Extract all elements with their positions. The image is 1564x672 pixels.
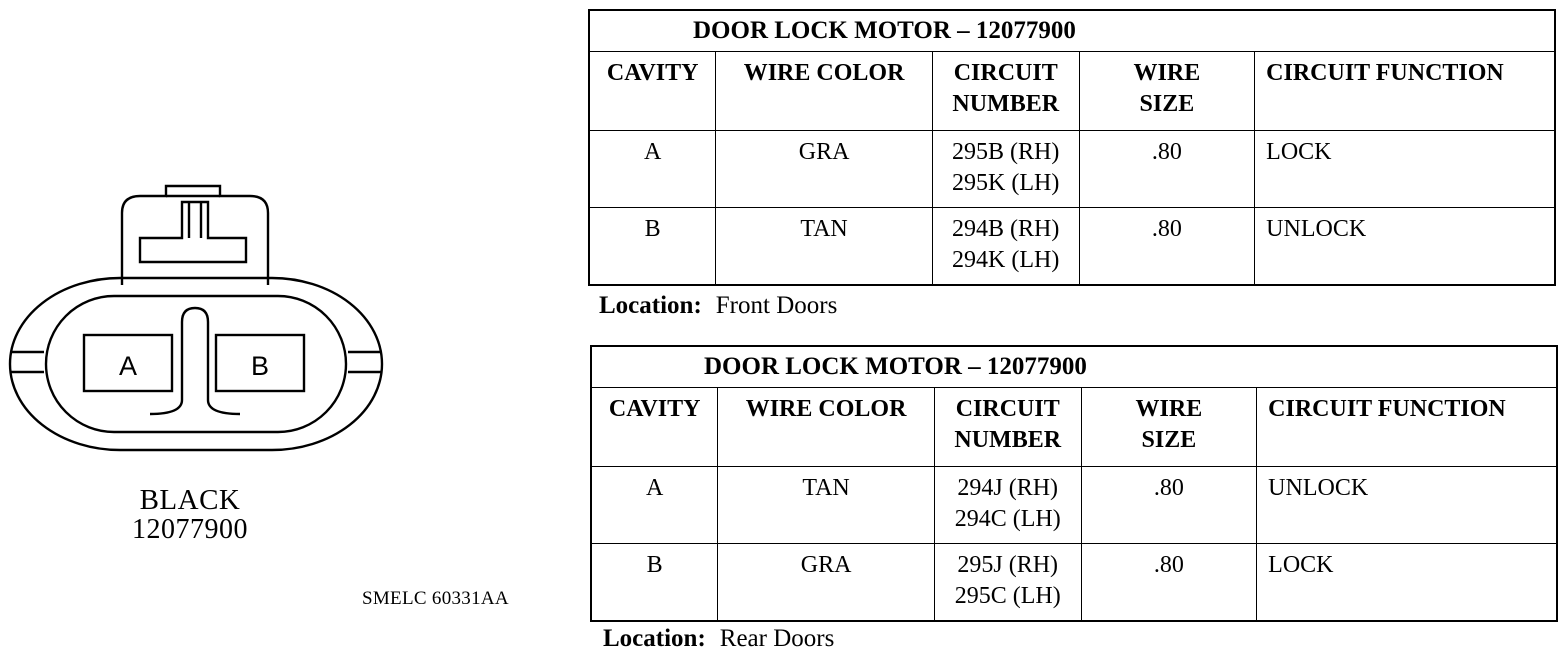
cell-cavity: A — [591, 467, 718, 544]
cell-circuit-function: UNLOCK — [1257, 467, 1557, 544]
cell-cavity: B — [591, 544, 718, 622]
cell-cavity: B — [589, 208, 716, 286]
location-value: Front Doors — [715, 292, 838, 319]
table-title: DOOR LOCK MOTOR – 12077900 — [591, 346, 1557, 388]
cell-circuit-function: UNLOCK — [1255, 208, 1555, 286]
cell-wire-size: .80 — [1081, 544, 1257, 622]
connector-face-diagram — [0, 175, 400, 465]
pinout-table-rear — [590, 345, 1558, 622]
connector-outer-body — [10, 278, 382, 450]
cell-circuit-number: 295B (RH) 295K (LH) — [932, 131, 1079, 208]
location-front — [599, 292, 837, 320]
header-wire-size: WIRE SIZE — [1079, 52, 1255, 131]
header-circuit-number: CIRCUIT NUMBER — [934, 388, 1081, 467]
location-rear — [603, 625, 834, 653]
header-wire-color: WIRE COLOR — [716, 52, 932, 131]
table-row — [591, 544, 1557, 622]
table-row — [589, 131, 1555, 208]
header-wire-color: WIRE COLOR — [718, 388, 934, 467]
connector-part-number: 12077900 — [132, 514, 248, 545]
header-circuit-number: CIRCUIT NUMBER — [932, 52, 1079, 131]
cell-circuit-function: LOCK — [1257, 544, 1557, 622]
connector-color-label: BLACK — [139, 484, 241, 516]
cell-wire-size: .80 — [1079, 208, 1255, 286]
cell-wire-size: .80 — [1081, 467, 1257, 544]
header-cavity: CAVITY — [591, 388, 718, 467]
header-wire-size: WIRE SIZE — [1081, 388, 1257, 467]
cell-wire-color: GRA — [718, 544, 934, 622]
cavity-a-label: A — [118, 351, 138, 381]
cell-circuit-function: LOCK — [1255, 131, 1555, 208]
cell-circuit-number: 295J (RH) 295C (LH) — [934, 544, 1081, 622]
connector-inner-body — [46, 296, 346, 432]
header-cavity: CAVITY — [589, 52, 716, 131]
cell-wire-color: GRA — [716, 131, 932, 208]
location-label: Location: — [599, 292, 702, 319]
header-circuit-function: CIRCUIT FUNCTION — [1257, 388, 1557, 467]
cell-wire-color: TAN — [718, 467, 934, 544]
pinout-table-front — [588, 9, 1556, 286]
cavity-b-label: B — [250, 351, 270, 381]
figure-id: SMELC 60331AA — [362, 588, 509, 609]
cell-wire-size: .80 — [1079, 131, 1255, 208]
cell-circuit-number: 294B (RH) 294K (LH) — [932, 208, 1079, 286]
cell-wire-color: TAN — [716, 208, 932, 286]
cell-cavity: A — [589, 131, 716, 208]
header-circuit-function: CIRCUIT FUNCTION — [1255, 52, 1555, 131]
location-label: Location: — [603, 625, 706, 652]
table-row — [589, 208, 1555, 286]
cell-circuit-number: 294J (RH) 294C (LH) — [934, 467, 1081, 544]
table-row — [591, 467, 1557, 544]
table-title: DOOR LOCK MOTOR – 12077900 — [589, 10, 1555, 52]
location-value: Rear Doors — [719, 625, 835, 652]
